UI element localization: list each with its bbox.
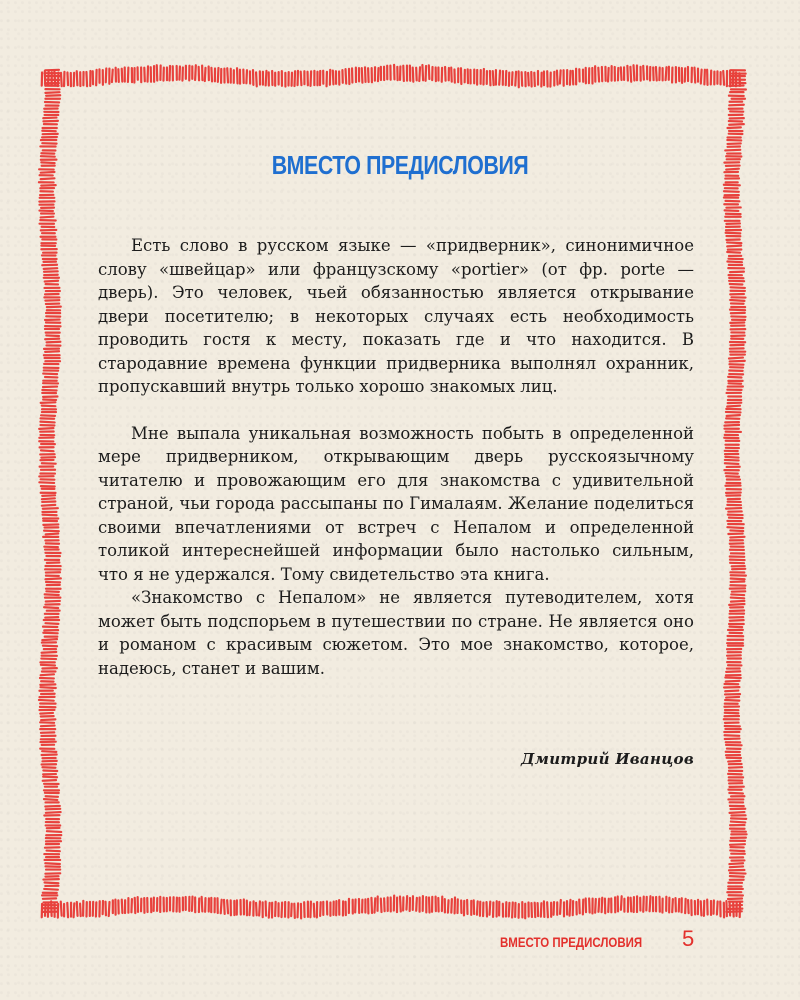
author-signature: Дмитрий Иванцов: [521, 750, 694, 768]
paragraph-2: Мне выпала уникальная возможность побыть в определенной мере придверником, открывающим дверь русскоязычному читателю и провожающим его для знакомства с удивительной страной, чьи города рассыпаны по Гималаям. Желание поделиться своими впечатлениями от встреч с Непалом и определенной толикой интереснейшей информации было настолько сильным, что я не удержался. Тому свидетельство эта книга.: [98, 423, 694, 584]
page-number: 5: [682, 926, 695, 951]
page-title: ВМЕСТО ПРЕДИСЛОВИЯ: [271, 150, 529, 180]
running-title: ВМЕСТО ПРЕДИСЛОВИЯ: [500, 934, 643, 950]
paragraph-3: «Знакомство с Непалом» не является путеводителем, хотя может быть подспорьем в путешествии по стране. Не является оно и романом с красивым сюжетом. Это мое знакомство, которое, надеюсь, станет и вашим.: [98, 588, 694, 678]
paragraph-1: Есть слово в русском языке — «придверник», синонимичное слову «швейцар» или французскому «portier» (от фр. porte — дверь). Это человек, чьей обязанностью является открывание двери посетителю; в некоторых случаях есть необходимость проводить гостя к месту, показать где и что находится. В стародавние времена функции придверника выполнял охранник, пропускавший внутрь только хорошо знакомых лиц.: [98, 236, 694, 396]
body-text: [98, 234, 694, 680]
